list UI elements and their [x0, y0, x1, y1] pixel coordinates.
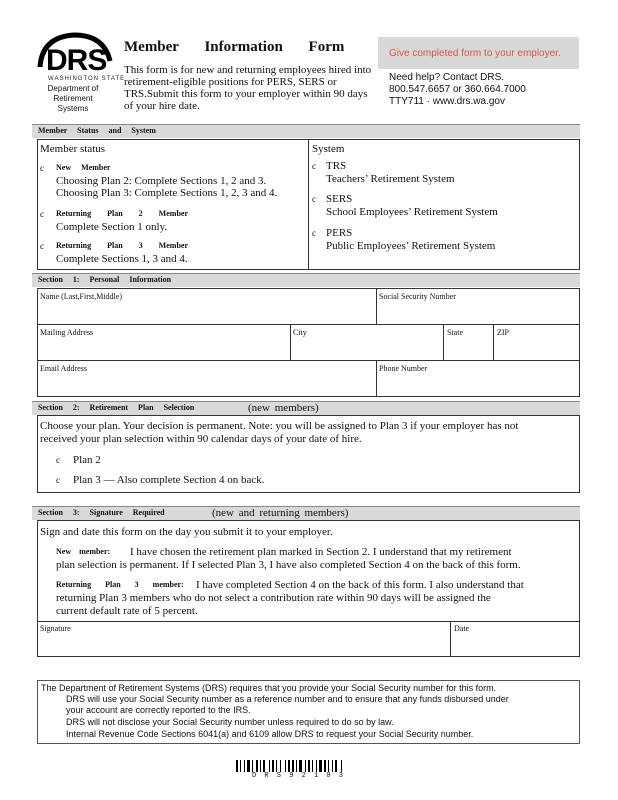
footer-line-4: DRS will not disclose your Social Security number unless required to do so by law. — [66, 717, 394, 727]
signature-label: Signature — [40, 624, 71, 633]
new-member-sig-line-1: I have chosen the retirement plan marked in Section 2. I understand that my retirement — [130, 546, 512, 558]
footer-line-3: your account are correctly reported to the IRS. — [66, 705, 251, 715]
date-divider — [450, 621, 451, 657]
system-sers-name: School Employees’ Retirement System — [326, 206, 498, 218]
barcode-text: D R S 9 2 1 0 3 — [252, 772, 346, 780]
checkbox-sers[interactable]: c — [312, 194, 316, 204]
city-divider — [290, 324, 291, 360]
name-field-label: Name (Last,First,Middle) — [40, 292, 122, 301]
date-field[interactable] — [454, 636, 576, 654]
ssn-field[interactable] — [379, 304, 577, 322]
checkbox-trs[interactable]: c — [312, 161, 316, 171]
section1-row-divider-2 — [37, 360, 580, 361]
checkbox-plan3[interactable]: c — [56, 475, 60, 485]
email-field[interactable] — [40, 376, 372, 394]
state-divider — [443, 324, 444, 360]
section2-bar — [32, 401, 580, 415]
checkbox-new-member[interactable]: c — [40, 163, 44, 173]
new-member-sig-label: New member: — [56, 547, 111, 556]
logo-dept-line2: Retirement Systems — [53, 94, 93, 113]
mailing-address-label: Mailing Address — [40, 328, 94, 337]
system-sers-code: SERS — [326, 193, 353, 205]
section3-bar — [32, 506, 580, 520]
new-member-label: New Member — [56, 163, 111, 172]
returning-plan3-label: Returning Plan 3 Member — [56, 241, 188, 250]
mailing-address-field[interactable] — [40, 340, 286, 358]
plan3-option-label: Plan 3 — Also complete Section 4 on back. — [73, 474, 265, 486]
checkbox-returning-plan3[interactable]: c — [40, 241, 44, 251]
section2-line-2: received your plan selection within 90 calendar days of your date of hire. — [40, 433, 362, 445]
returning-plan3-line: Complete Sections 1, 3 and 4. — [56, 253, 188, 265]
form-intro: This form is for new and returning employees hired into retirement-eligible positions for PERS, SERS or TRS.Submit this form to your employer within 90 days of your hire date. — [124, 64, 372, 112]
state-label: State — [447, 328, 463, 337]
logo-dept-line1: Department of — [47, 84, 99, 93]
member-status-bar — [32, 124, 580, 138]
system-trs-code: TRS — [326, 160, 347, 172]
section1-bar-label: Section 1: Personal Information — [38, 275, 172, 284]
phone-divider — [376, 360, 377, 397]
system-pers-code: PERS — [326, 227, 353, 239]
signature-row-divider — [37, 621, 580, 622]
phone-label: Phone Number — [379, 364, 428, 373]
member-status-heading: Member status — [40, 143, 106, 155]
member-status-bar-label: Member Status and System — [38, 126, 156, 135]
zip-label: ZIP — [497, 328, 509, 337]
returning-sig-line-2: returning Plan 3 members who do not select a contribution rate within 90 days will be assigned the — [56, 592, 491, 604]
employer-note: Give completed form to your employer. — [389, 48, 561, 59]
logo-tagline: WASHINGTON STATE — [48, 76, 126, 82]
state-field[interactable] — [447, 340, 489, 358]
checkbox-plan2[interactable]: c — [56, 455, 60, 465]
section2-bar-label: Section 2: Retirement Plan Selection — [38, 403, 195, 412]
returning-sig-line-1: I have completed Section 4 on the back of this form. I also understand that — [196, 579, 524, 591]
returning-plan2-label: Returning Plan 2 Member — [56, 209, 188, 218]
section3-bar-label: Section 3: Signature Required — [38, 508, 165, 517]
ssn-field-label: Social Security Number — [379, 292, 456, 301]
checkbox-pers[interactable]: c — [312, 228, 316, 238]
city-field[interactable] — [293, 340, 439, 358]
new-member-line-1: Choosing Plan 2: Complete Sections 1, 2 and 3. — [56, 175, 267, 187]
date-label: Date — [454, 624, 470, 633]
returning-sig-label: Returning Plan 3 member: — [56, 580, 184, 589]
new-member-line-2: Choosing Plan 3: Complete Sections 1, 2, 3 and 4. — [56, 187, 278, 199]
email-label: Email Address — [40, 364, 87, 373]
zip-divider — [493, 324, 494, 360]
section1-row-divider-1 — [37, 324, 580, 325]
signature-field[interactable] — [40, 636, 446, 654]
help-contact — [389, 72, 526, 108]
returning-sig-line-3: current default rate of 5 percent. — [56, 605, 198, 617]
returning-plan2-line: Complete Section 1 only. — [56, 221, 168, 233]
zip-field[interactable] — [497, 340, 577, 358]
phone-field[interactable] — [379, 376, 577, 394]
system-trs-name: Teachers’ Retirement System — [326, 173, 455, 185]
footer-line-2: DRS will use your Social Security number as a reference number and to ensure that any funds disbursed under — [66, 694, 509, 704]
ssn-divider — [376, 288, 377, 324]
plan2-option-label: Plan 2 — [73, 454, 101, 466]
help-line-3: TTY711 · www.drs.wa.gov — [389, 96, 505, 107]
new-member-sig-line-2: plan selection is permanent. If I selected Plan 3, I have also completed Section 4 on the back of this form. — [56, 559, 521, 571]
logo-department — [38, 84, 108, 114]
help-line-1: Need help? Contact DRS. — [389, 72, 505, 83]
help-line-2: 800.547.6657 or 360.664.7000 — [389, 84, 526, 95]
footer-line-5: Internal Revenue Code Sections 6041(a) and 6109 allow DRS to request your Social Security number. — [66, 729, 474, 739]
city-label: City — [293, 328, 307, 337]
system-heading: System — [312, 143, 345, 155]
section3-intro: Sign and date this form on the day you submit it to your employer. — [40, 526, 333, 538]
name-field[interactable] — [40, 304, 372, 322]
section3-bar-sub: (new and returning members) — [212, 507, 349, 519]
footer-line-1: The Department of Retirement Systems (DRS) requires that you provide your Social Security number for this form. — [41, 683, 497, 693]
section1-bar — [32, 273, 580, 287]
status-divider — [308, 139, 309, 270]
section2-bar-sub: (new members) — [248, 402, 319, 414]
checkbox-returning-plan2[interactable]: c — [40, 209, 44, 219]
logo: DRS — [46, 44, 107, 77]
page-title: Member Information Form — [124, 39, 345, 55]
system-pers-name: Public Employees’ Retirement System — [326, 240, 496, 252]
section2-line-1: Choose your plan. Your decision is permanent. Note: you will be assigned to Plan 3 if your employer has not — [40, 420, 519, 432]
